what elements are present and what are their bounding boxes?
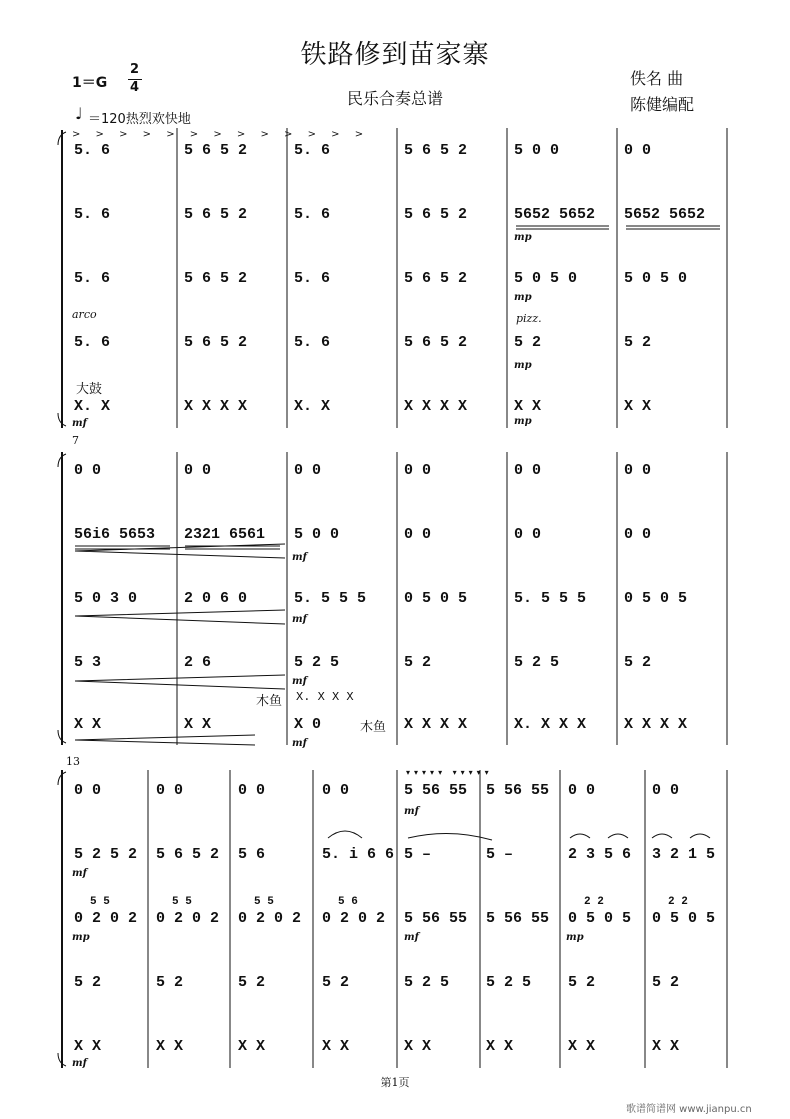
chord-mark: 5 5: [254, 896, 274, 908]
chord-mark: 5 6: [338, 896, 358, 908]
measure-cell: 5 –: [404, 846, 432, 863]
measure-cell: X X: [156, 1038, 184, 1055]
measure-cell: X X X X: [624, 716, 688, 733]
measure-cell: X X: [568, 1038, 596, 1055]
measure-cell: 0 2 0 2: [322, 910, 386, 927]
measure-cell: X. X: [74, 398, 111, 415]
measure-cell: 5 3: [74, 654, 102, 671]
dynamic-marking: mf: [292, 676, 307, 687]
dynamic-marking: mp: [514, 292, 532, 303]
score-title: 铁路修到苗家寨: [300, 40, 490, 70]
chord-mark: 5 5: [90, 896, 110, 908]
measure-cell: 2 3 5 6: [568, 846, 632, 863]
technique-pizz: pizz.: [516, 312, 542, 325]
measure-cell: 5. 6: [74, 270, 111, 287]
measure-cell: 5. 6: [74, 142, 111, 159]
measure-cell: 5 2: [514, 334, 542, 351]
measure-cell: 5 0 0: [294, 526, 340, 543]
dynamic-marking: mf: [72, 418, 87, 429]
measure-cell: 0 0: [568, 782, 596, 799]
dynamic-marking: mf: [404, 932, 419, 943]
measure-cell: 0 0: [294, 462, 322, 479]
measure-cell: 0 2 0 2: [74, 910, 138, 927]
measure-cell: 5652 5652: [624, 206, 706, 223]
measure-cell: 5 6 5 2: [184, 206, 248, 223]
measure-cell: 5 –: [486, 846, 514, 863]
measure-cell: 5 6 5 2: [184, 334, 248, 351]
measure-cell: 5 2: [74, 974, 102, 991]
dynamic-marking: mp: [514, 416, 532, 427]
measure-cell: X X X X: [184, 398, 248, 415]
measure-cell: 0 0: [652, 782, 680, 799]
dynamic-marking: mp: [72, 932, 90, 943]
measure-cell: X X: [404, 1038, 432, 1055]
woodblock-line: X. X X X: [296, 690, 354, 704]
measure-cell: 3 2 1 5: [652, 846, 716, 863]
measure-cell: 5 56 55: [404, 910, 468, 927]
measure-cell: 5. 6: [74, 334, 111, 351]
measure-cell: 0 0: [624, 526, 652, 543]
measure-cell: 0 0: [184, 462, 212, 479]
score-subtitle: 民乐合奏总谱: [346, 89, 443, 108]
page-number: 第1页: [380, 1076, 410, 1089]
measure-cell: X X: [486, 1038, 514, 1055]
dynamic-marking: mf: [292, 614, 307, 625]
measure-cell: X X: [238, 1038, 266, 1055]
measure-cell: 2321 6561: [184, 526, 266, 543]
measure-cell: 0 5 0 5: [624, 590, 688, 607]
measure-cell: 5. 5 5 5: [514, 590, 587, 607]
measure-cell: 0 0: [74, 782, 102, 799]
measure-cell: 5 6 5 2: [404, 206, 468, 223]
dynamic-marking: mf: [72, 1058, 87, 1069]
tempo-marking: ＝120热烈欢快地: [88, 112, 191, 127]
measure-cell: 0 5 0 5: [568, 910, 632, 927]
dynamic-marking: mf: [292, 552, 307, 563]
technique-arco: arco: [72, 308, 97, 321]
dynamic-marking: mf: [404, 806, 419, 817]
staccato-marks: ▾▾▾▾▾ ▾▾▾▾▾: [406, 768, 493, 777]
measure-cell: 5 2: [238, 974, 266, 991]
dynamic-marking: mf: [292, 738, 307, 749]
measure-cell: 0 2 0 2: [156, 910, 220, 927]
measure-cell: 5. 6: [294, 334, 331, 351]
measure-cell: 0 0: [322, 782, 350, 799]
measure-cell: 5 0 5 0: [624, 270, 688, 287]
time-signature-top: 2: [130, 62, 140, 77]
dynamic-marking: mp: [566, 932, 584, 943]
measure-cell: 5 2 5 2: [74, 846, 138, 863]
measure-cell: X X: [74, 1038, 102, 1055]
measure-cell: 5. 6: [74, 206, 111, 223]
measure-cell: 5 0 0: [514, 142, 560, 159]
measure-cell: X X: [652, 1038, 680, 1055]
measure-cell: 5 2: [652, 974, 680, 991]
measure-cell: 2 0 6 0: [184, 590, 248, 607]
measure-cell: 56i6 5653: [74, 526, 156, 543]
measure-cell: 5 2: [156, 974, 184, 991]
measure-cell: 0 0: [624, 142, 652, 159]
measure-cell: X. X X X: [514, 716, 587, 733]
measure-cell: X. X: [294, 398, 331, 415]
measure-cell: 5652 5652: [514, 206, 596, 223]
measure-cell: 0 0: [156, 782, 184, 799]
chord-mark: 5 5: [172, 896, 192, 908]
measure-cell: 5. 6: [294, 270, 331, 287]
measure-cell: X X: [184, 716, 212, 733]
measure-cell: 5 56 55: [486, 782, 550, 799]
measure-cell: 5 6 5 2: [404, 334, 468, 351]
measure-cell: 5. 6: [294, 142, 331, 159]
measure-cell: 0 0: [514, 462, 542, 479]
measure-cell: 5 6 5 2: [184, 142, 248, 159]
measure-cell: 5 0 3 0: [74, 590, 138, 607]
measure-cell: 0 0: [624, 462, 652, 479]
measure-cell: 5 6 5 2: [156, 846, 220, 863]
measure-cell: X X: [74, 716, 102, 733]
quarter-note-icon: ♩: [75, 104, 83, 123]
measure-cell: 0 0: [74, 462, 102, 479]
measure-cell: 5 56 55: [404, 782, 468, 799]
chord-mark: 2 2: [668, 896, 688, 908]
dynamic-marking: mp: [514, 232, 532, 243]
measure-cell: 0 0: [404, 526, 432, 543]
watermark: 歌谱简谱网 www.jianpu.cn: [626, 1104, 752, 1115]
instrument-label-bass-drum: 大鼓: [76, 382, 103, 397]
measure-cell: 0 5 0 5: [652, 910, 716, 927]
system-number: 7: [72, 434, 79, 447]
measure-cell: 5 6 5 2: [404, 270, 468, 287]
system-number: 13: [66, 755, 80, 768]
measure-cell: 5 6 5 2: [404, 142, 468, 159]
chord-mark: 2 2: [584, 896, 604, 908]
dynamic-marking: mp: [514, 360, 532, 371]
measure-cell: 0 2 0 2: [238, 910, 302, 927]
measure-cell: 5 2: [624, 654, 652, 671]
measure-cell: X 0: [294, 716, 322, 733]
measure-cell: 5 6 5 2: [184, 270, 248, 287]
accent-marks: > > > > > > > > > > > > >: [72, 129, 370, 140]
measure-cell: X X: [624, 398, 652, 415]
measure-cell: 5. 5 5 5: [294, 590, 367, 607]
dynamic-marking: mf: [72, 868, 87, 879]
measure-cell: 0 0: [514, 526, 542, 543]
measure-cell: X X X X: [404, 716, 468, 733]
measure-cell: 5. i 6 6: [322, 846, 395, 863]
measure-cell: 5 2: [624, 334, 652, 351]
measure-cell: X X: [322, 1038, 350, 1055]
arranger-credit: 陈健编配: [630, 95, 695, 114]
measure-cell: X X: [514, 398, 542, 415]
measure-cell: 5 2 5: [404, 974, 450, 991]
measure-cell: X X X X: [404, 398, 468, 415]
measure-cell: 0 5 0 5: [404, 590, 468, 607]
measure-cell: 0 0: [404, 462, 432, 479]
measure-cell: 5. 6: [294, 206, 331, 223]
measure-cell: 0 0: [238, 782, 266, 799]
composer-credit: 佚名 曲: [630, 69, 684, 88]
measure-cell: 5 2: [568, 974, 596, 991]
measure-cell: 2 6: [184, 654, 212, 671]
instrument-label-woodblock: 木鱼: [360, 720, 387, 735]
measure-cell: 5 0 5 0: [514, 270, 578, 287]
time-signature-bottom: 4: [130, 80, 140, 95]
measure-cell: 5 2: [322, 974, 350, 991]
measure-cell: 5 2 5: [514, 654, 560, 671]
measure-cell: 5 2: [404, 654, 432, 671]
instrument-label-woodblock: 木鱼: [256, 694, 283, 709]
measure-cell: 5 56 55: [486, 910, 550, 927]
key-signature: 1＝G: [72, 75, 108, 91]
measure-cell: 5 2 5: [294, 654, 340, 671]
measure-cell: 5 6: [238, 846, 266, 863]
measure-cell: 5 2 5: [486, 974, 532, 991]
